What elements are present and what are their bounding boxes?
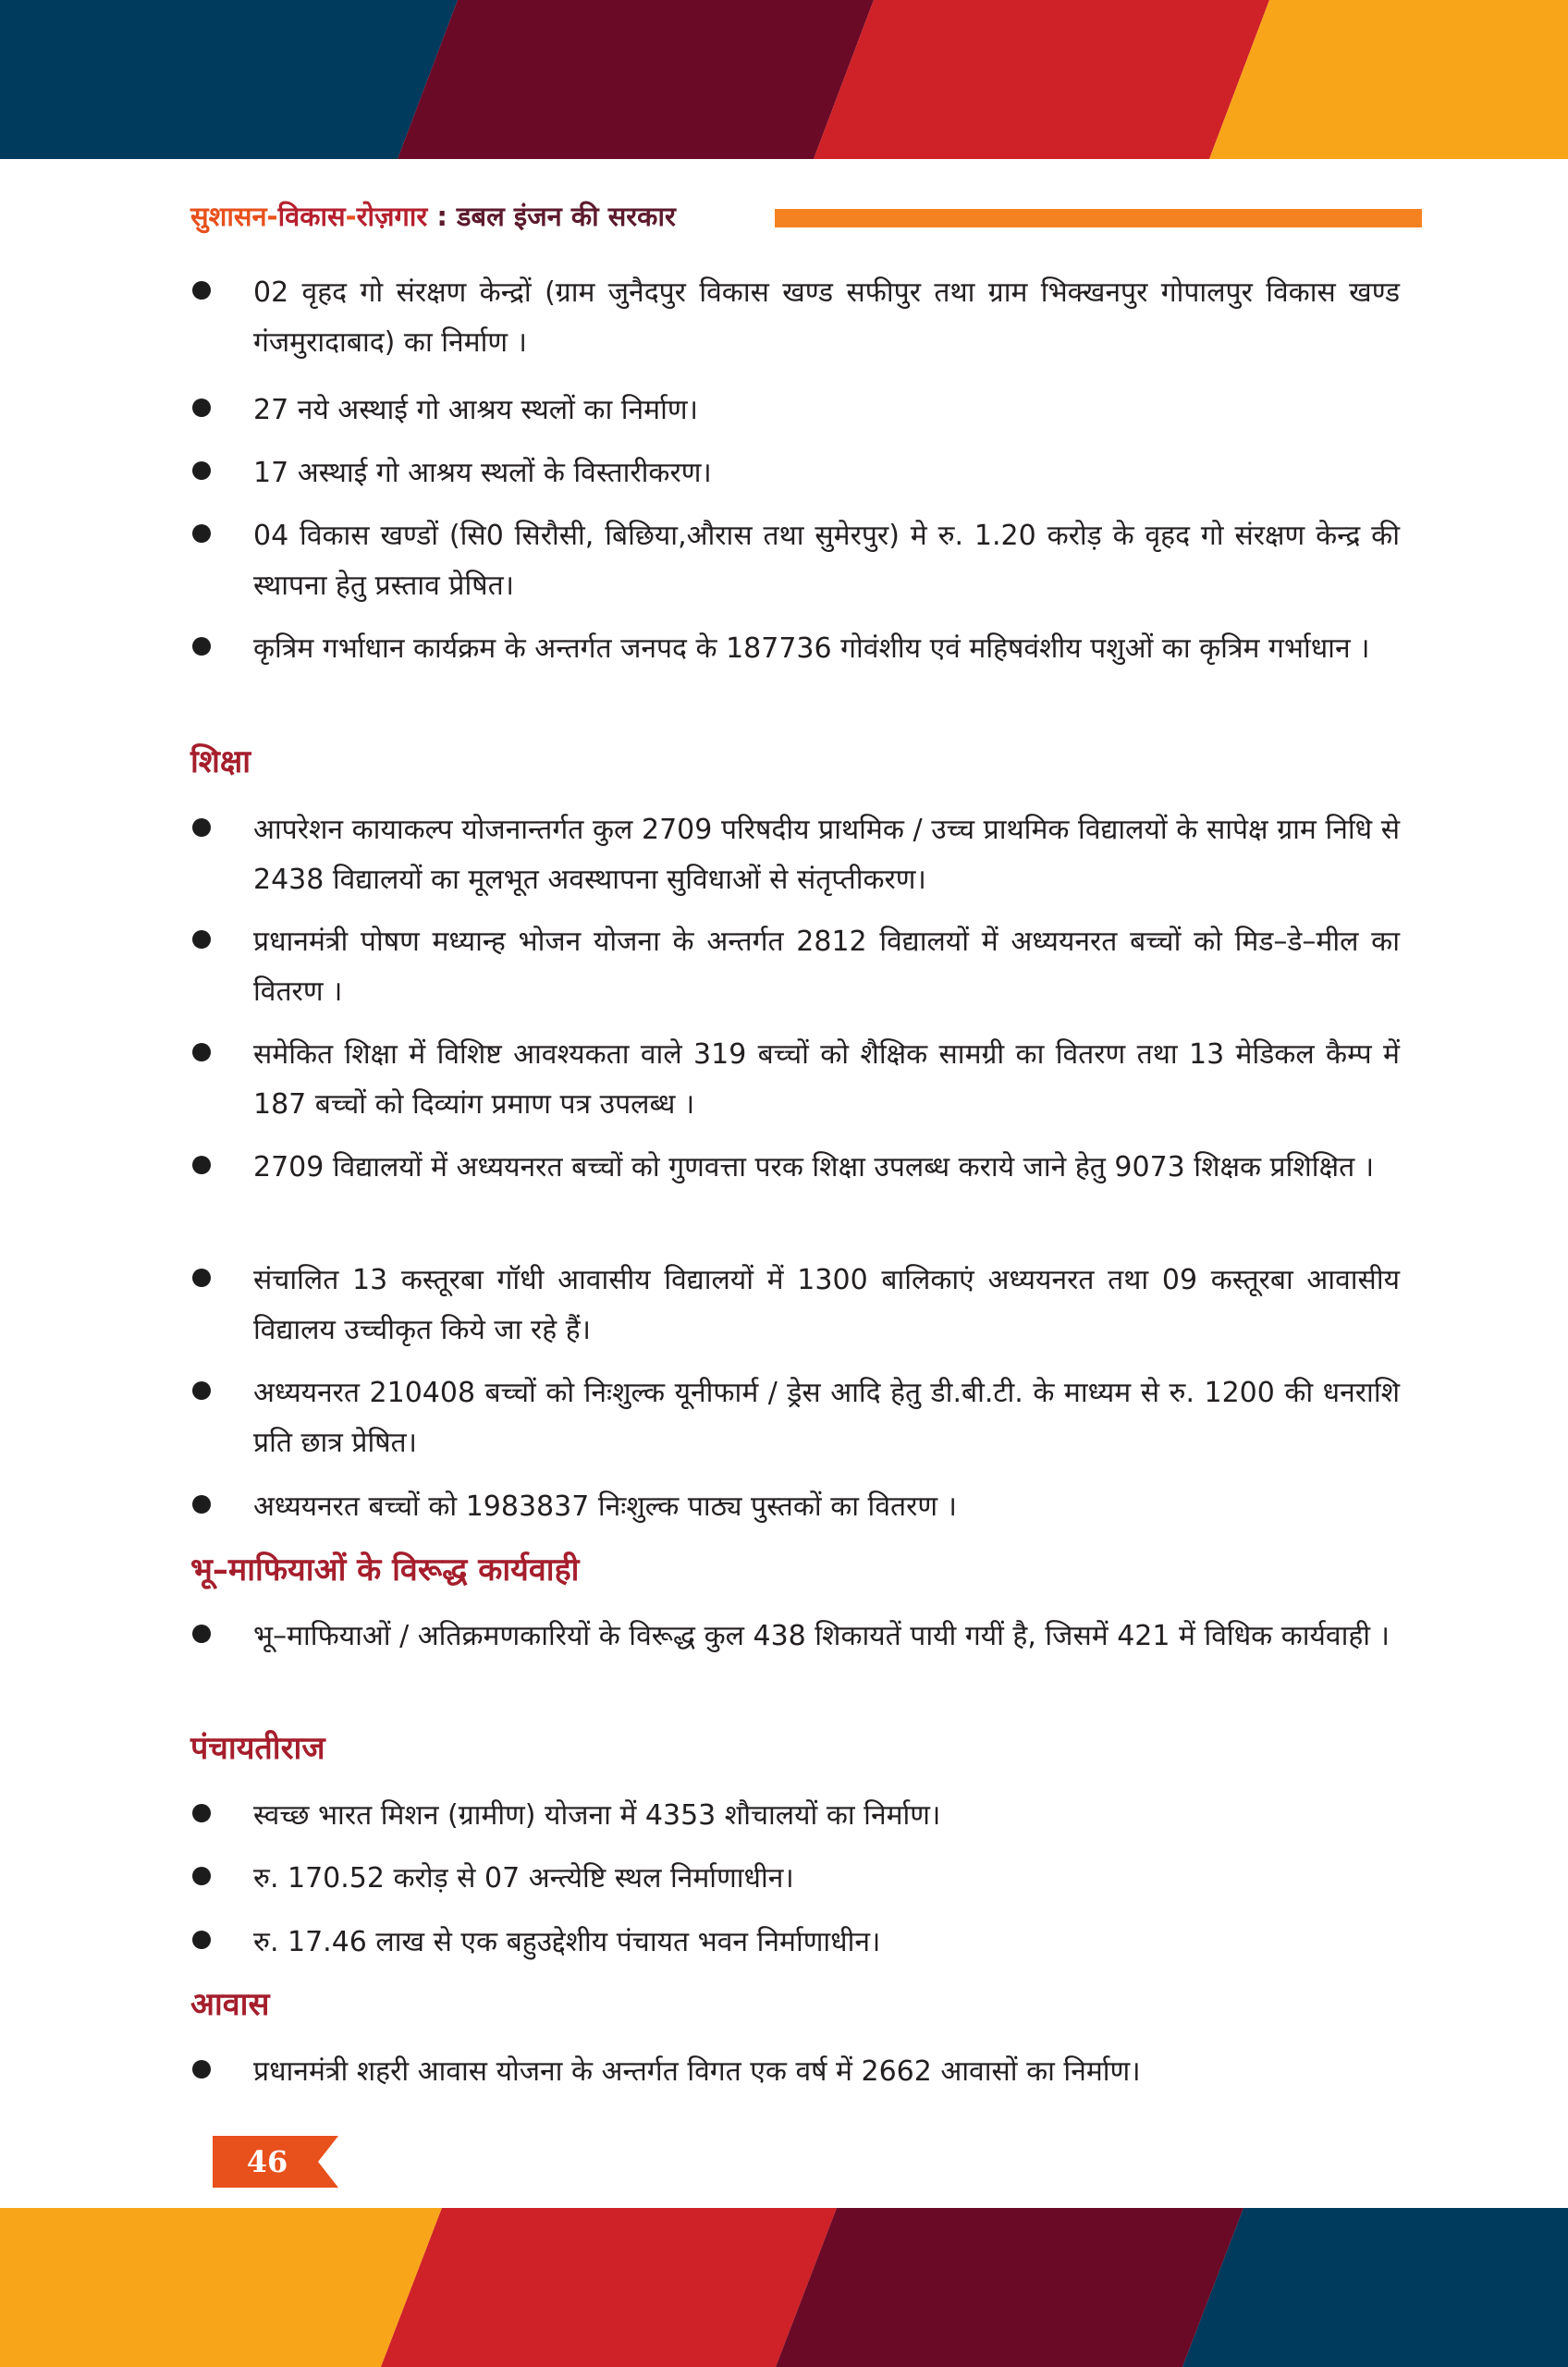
list-item: अध्ययनरत 210408 बच्चों को निःशुल्क यूनीफार्म / ड्रेस आदि हेतु डी.बी.टी. के माध्यम से रु. 1200 की धनराशि प्रति छात्र प्रेषित।: [253, 1377, 1400, 1459]
running-head-part: -: [345, 201, 357, 232]
list-item: 02 वृहद गो संरक्षण केन्द्रों (ग्राम जुनैदपुर विकास खण्ड सफीपुर तथा ग्राम भिक्खनपुर गोपालपुर विकास खण्ड गंजमुरादाबाद) का निर्माण ।: [253, 276, 1400, 359]
running-head-part: सुशासन-: [190, 201, 278, 232]
list-item: 27 नये अस्थाई गो आश्रय स्थलों का निर्माण।: [253, 394, 698, 426]
bullet-icon: [192, 1804, 211, 1822]
bullet-icon: [192, 1381, 211, 1400]
page-number-tag: [213, 2136, 338, 2188]
list-item: प्रधानमंत्री शहरी आवास योजना के अन्तर्गत विगत एक वर्ष में 2662 आवासों का निर्माण।: [253, 2055, 1141, 2088]
running-head-part: विकास: [277, 201, 346, 232]
band-red: [814, 0, 1269, 159]
bullet-icon: [192, 818, 211, 837]
running-head-part: रोज़गार: [356, 201, 428, 232]
band-amber: [0, 2208, 442, 2367]
bullet-icon: [192, 399, 211, 417]
bullet-icon: [192, 524, 211, 543]
list-item: संचालित 13 कस्तूरबा गॉधी आवासीय विद्यालयों में 1300 बालिकाएं अध्ययनरत तथा 09 कस्तूरबा आवासीय विद्यालय उच्चीकृत किये जा रहे हैं।: [253, 1264, 1400, 1346]
band-amber: [1209, 0, 1568, 159]
running-head-part: :: [427, 201, 458, 232]
bullet-icon: [192, 1269, 211, 1287]
bullet-icon: [192, 1867, 211, 1885]
band-red: [381, 2208, 837, 2367]
list-item: 2709 विद्यालयों में अध्ययनरत बच्चों को गुणवत्ता परक शिक्षा उपलब्ध कराये जाने हेतु 9073 शिक्षक प्रशिक्षित ।: [253, 1151, 1375, 1184]
section-heading: आवास: [190, 1986, 270, 2023]
band-navy: [1182, 2208, 1568, 2367]
bullet-icon: [192, 281, 211, 300]
list-item: 04 विकास खण्डों (सि0 सिरौसी, बिछिया,औरास तथा सुमेरपुर) मे रु. 1.20 करोड़ के वृहद गो संरक्षण केन्द्र की स्थापना हेतु प्रस्ताव प्रेषित।: [253, 520, 1400, 602]
section-heading: शिक्षा: [190, 743, 251, 780]
list-item: रु. 170.52 करोड़ से 07 अन्त्येष्टि स्थल निर्माणाधीन।: [253, 1862, 794, 1895]
list-item: रु. 17.46 लाख से एक बहुउद्देशीय पंचायत भवन निर्माणाधीन।: [253, 1926, 881, 1958]
bullet-icon: [192, 637, 211, 656]
bullet-icon: [192, 930, 211, 949]
band-navy: [0, 0, 458, 159]
bullet-icon: [192, 1495, 211, 1514]
list-item: समेकित शिक्षा में विशिष्ट आवश्यकता वाले 319 बच्चों को शैक्षिक सामग्री का वितरण तथा 13 मेडिकल कैम्प में 187 बच्चों को दिव्यांग प्रमाण पत्र उपलब्ध ।: [253, 1038, 1400, 1121]
list-item: 17 अस्थाई गो आश्रय स्थलों के विस्तारीकरण।: [253, 457, 712, 489]
running-head: [190, 196, 676, 237]
band-maroon: [776, 2208, 1243, 2367]
list-item: अध्ययनरत बच्चों को 1983837 निःशुल्क पाठ्य पुस्तकों का वितरण ।: [253, 1490, 957, 1523]
bullet-icon: [192, 1156, 211, 1174]
bullet-icon: [192, 461, 211, 480]
band-maroon: [398, 0, 874, 159]
bottom-color-band: [0, 2208, 1568, 2367]
list-item: कृत्रिम गर्भाधान कार्यक्रम के अन्तर्गत जनपद के 187736 गोवंशीय एवं महिषवंशीय पशुओं का कृत्रिम गर्भाधान ।: [253, 632, 1370, 665]
section-heading: भू–माफियाओं के विरूद्ध कार्यवाही: [190, 1551, 580, 1588]
list-item: प्रधानमंत्री पोषण मध्यान्ह भोजन योजना के अन्तर्गत 2812 विद्यालयों में अध्ययनरत बच्चों को मिड–डे–मील का वितरण ।: [253, 926, 1400, 1008]
bullet-icon: [192, 1043, 211, 1061]
bullet-icon: [192, 1625, 211, 1643]
section-heading: पंचायतीराज: [190, 1730, 325, 1767]
running-head-rule: [775, 209, 1422, 227]
page-number: 46: [246, 2144, 288, 2179]
top-color-band: [0, 0, 1568, 159]
running-head-part: डबल इंजन की सरकार: [457, 201, 676, 232]
list-item: भू–माफियाओं / अतिक्रमणकारियों के विरूद्ध कुल 438 शिकायतें पायी गयीं है, जिसमें 421 में विधिक कार्यवाही ।: [253, 1620, 1390, 1652]
bullet-icon: [192, 1931, 211, 1949]
bullet-icon: [192, 2060, 211, 2079]
list-item: आपरेशन कायाकल्प योजनान्तर्गत कुल 2709 परिषदीय प्राथमिक / उच्च प्राथमिक विद्यालयों के सापेक्ष ग्राम निधि से 2438 विद्यालयों का मूलभूत अवस्थापना सुविधाओं से संतृप्तीकरण।: [253, 814, 1400, 896]
list-item: स्वच्छ भारत मिशन (ग्रामीण) योजना में 4353 शौचालयों का निर्माण।: [253, 1799, 941, 1832]
